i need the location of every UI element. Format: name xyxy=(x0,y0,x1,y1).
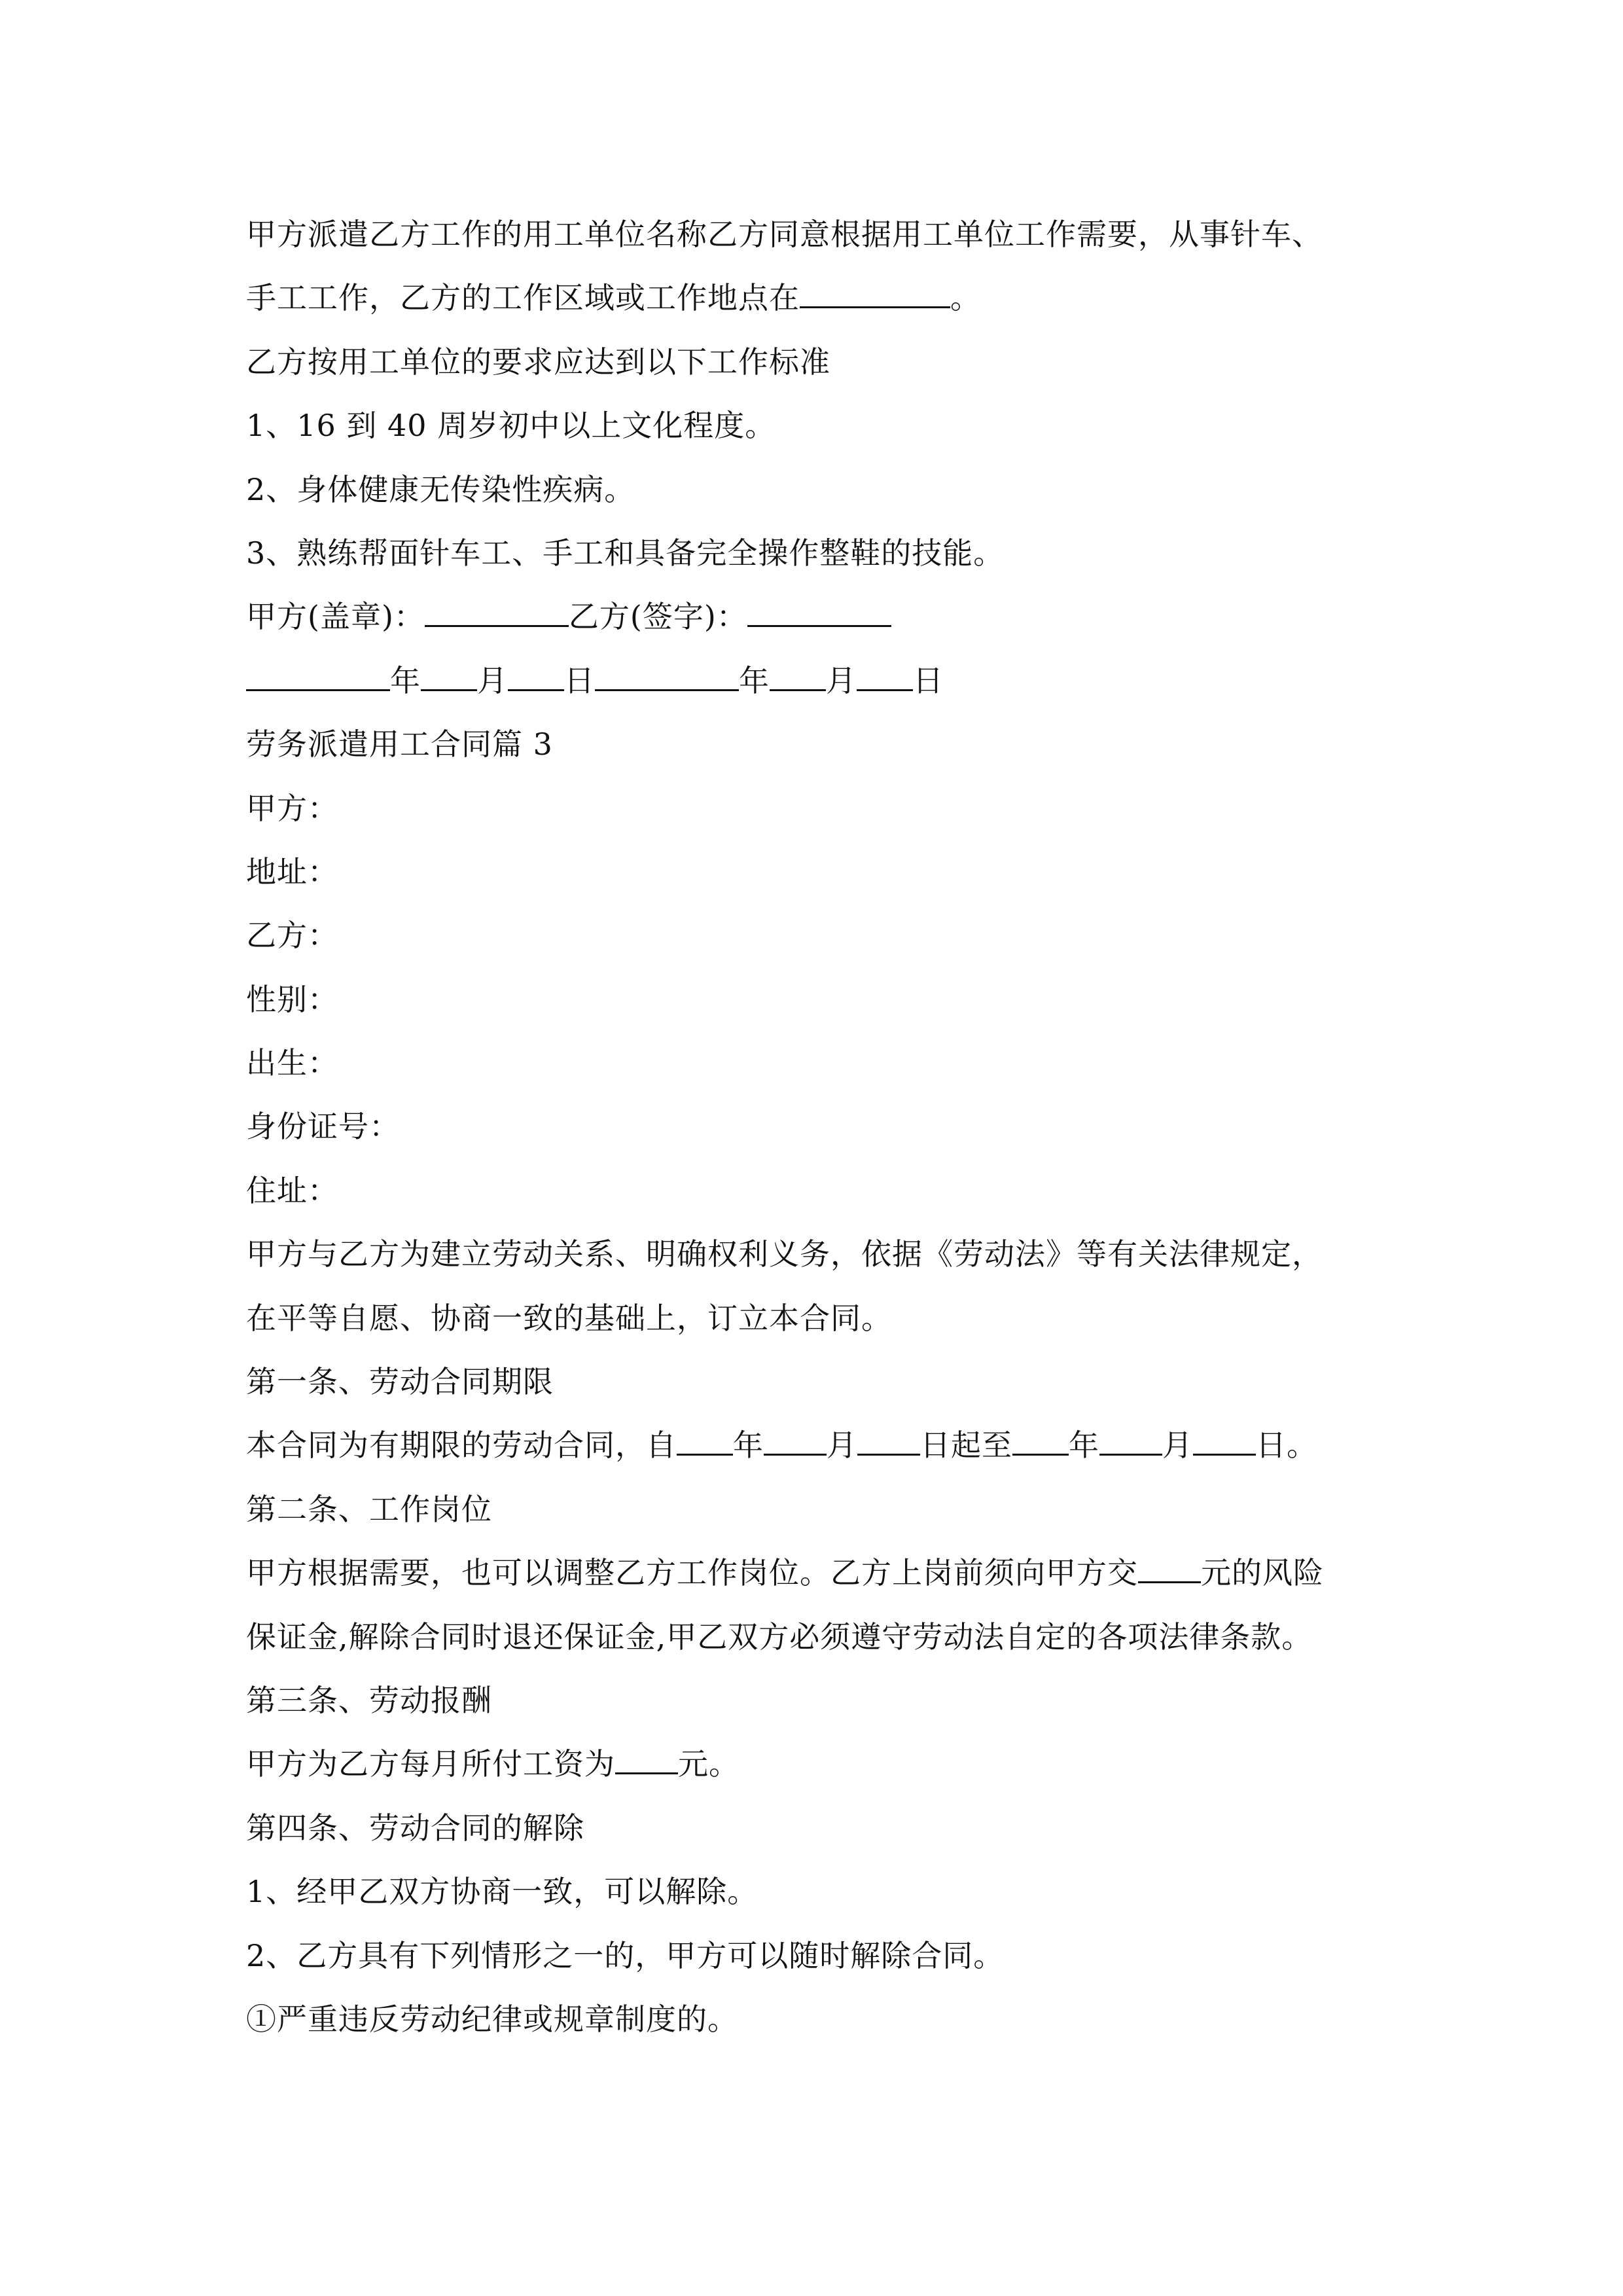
party-a-field: 甲方： xyxy=(246,790,338,826)
date-day-blank[interactable] xyxy=(508,663,564,691)
signature-line xyxy=(246,585,1398,649)
list-item: 1、16 到 40 周岁初中以上文化程度。 xyxy=(246,408,776,444)
line-text: 元。 xyxy=(678,1746,740,1782)
address-field: 地址： xyxy=(246,853,338,889)
line-text: 手工工作，乙方的工作区域或工作地点在 xyxy=(246,280,800,316)
party-b-sign-label: 乙方(签字)： xyxy=(568,599,747,635)
salary-line xyxy=(246,1732,1398,1796)
deposit-line xyxy=(246,1541,1398,1605)
line-text: 甲方为乙方每月所付工资为 xyxy=(246,1746,615,1782)
paragraph-line: 在平等自愿、协商一致的基础上，订立本合同。 xyxy=(246,1300,892,1336)
contract-term-line xyxy=(246,1414,1398,1477)
line-text: 甲方根据需要，也可以调整乙方工作岗位。乙方上岗前须向甲方交 xyxy=(246,1555,1138,1591)
start-day-blank[interactable] xyxy=(857,1427,920,1456)
paragraph-line: 甲方与乙方为建立劳动关系、明确权利义务，依据《劳动法》等有关法律规定， xyxy=(246,1236,1323,1272)
article-heading: 第四条、劳动合同的解除 xyxy=(246,1810,584,1846)
start-month-blank[interactable] xyxy=(764,1427,827,1456)
date-year-blank[interactable] xyxy=(246,663,390,691)
date-day-blank[interactable] xyxy=(857,663,913,691)
date-label: 日 xyxy=(913,662,944,698)
date-month-blank[interactable] xyxy=(421,663,477,691)
start-year-blank[interactable] xyxy=(677,1427,733,1456)
end-month-blank[interactable] xyxy=(1099,1427,1162,1456)
list-item: 1、经甲乙双方协商一致，可以解除。 xyxy=(246,1874,758,1910)
party-a-seal-label: 甲方(盖章)： xyxy=(246,599,425,635)
article-heading: 第一条、劳动合同期限 xyxy=(246,1364,554,1400)
id-number-field: 身份证号： xyxy=(246,1109,400,1145)
date-label: 年 xyxy=(390,662,421,698)
salary-amount-blank[interactable] xyxy=(615,1746,678,1774)
line-text: 。 xyxy=(950,280,981,316)
article-heading: 第三条、劳动报酬 xyxy=(246,1682,492,1718)
date-label: 年 xyxy=(1069,1427,1099,1463)
paragraph-line: 保证金,解除合同时退还保证金,甲乙双方必须遵守劳动法自定的各项法律条款。 xyxy=(246,1619,1313,1655)
paragraph-line: 甲方派遣乙方工作的用工单位名称乙方同意根据用工单位工作需要，从事针车、 xyxy=(246,217,1323,252)
list-item: 3、熟练帮面针车工、手工和具备完全操作整鞋的技能。 xyxy=(246,535,1005,571)
line-text: 元的风险 xyxy=(1201,1555,1324,1591)
article-heading: 第二条、工作岗位 xyxy=(246,1491,492,1527)
gender-field: 性别： xyxy=(246,981,338,1017)
deposit-amount-blank[interactable] xyxy=(1138,1555,1201,1583)
list-item: 2、身体健康无传染性疾病。 xyxy=(246,471,635,507)
signature-date-line xyxy=(246,649,1398,713)
section-title: 劳务派遣用工合同篇 3 xyxy=(246,726,553,762)
date-label: 月 xyxy=(1162,1427,1193,1463)
party-b-field: 乙方： xyxy=(246,918,338,954)
paragraph-line: 乙方按用工单位的要求应达到以下工作标准 xyxy=(246,344,830,380)
party-a-seal-blank[interactable] xyxy=(425,599,569,627)
end-year-blank[interactable] xyxy=(1012,1427,1069,1456)
list-item: 2、乙方具有下列情形之一的，甲方可以随时解除合同。 xyxy=(246,1937,1005,1973)
work-location-blank[interactable] xyxy=(800,280,950,308)
work-location-line xyxy=(246,266,1398,330)
list-item: ①严重违反劳动纪律或规章制度的。 xyxy=(246,2001,738,2037)
residence-field: 住址： xyxy=(246,1172,338,1208)
date-label: 日起至 xyxy=(920,1427,1012,1463)
date-label: 月 xyxy=(827,1427,857,1463)
document-body xyxy=(246,203,1398,2051)
birth-field: 出生： xyxy=(246,1045,338,1081)
date-label: 日。 xyxy=(1256,1427,1317,1463)
party-b-sign-blank[interactable] xyxy=(747,599,891,627)
date-label: 年 xyxy=(739,662,770,698)
end-day-blank[interactable] xyxy=(1193,1427,1256,1456)
date-year-blank[interactable] xyxy=(595,663,739,691)
date-label: 月 xyxy=(477,662,508,698)
line-text: 本合同为有期限的劳动合同，自 xyxy=(246,1427,677,1463)
date-label: 年 xyxy=(733,1427,764,1463)
date-month-blank[interactable] xyxy=(770,663,826,691)
date-label: 日 xyxy=(564,662,595,698)
date-label: 月 xyxy=(826,662,857,698)
